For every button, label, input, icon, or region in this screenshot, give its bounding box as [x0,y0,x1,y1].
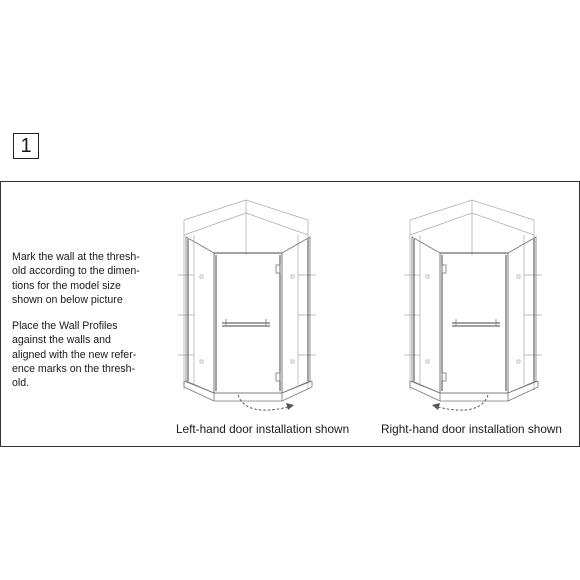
instruction-paragraph-2: Place the Wall Profiles against the walls and aligned with the new refer- ence marks on the thresh- old. [12,320,137,390]
step-number-box [13,133,39,159]
instruction-paragraph-1: Mark the wall at the thresh- old according to the dimen- tions for the model size shown on below picture [12,251,140,306]
left-hand-caption: Left-hand door installation shown [176,422,350,436]
right-hand-shower-illustration [402,195,552,420]
instructions-text [12,250,172,403]
right-hand-caption: Right-hand door installation shown [381,422,562,436]
left-hand-shower-illustration [176,195,326,420]
step-number: 1 [20,135,32,157]
